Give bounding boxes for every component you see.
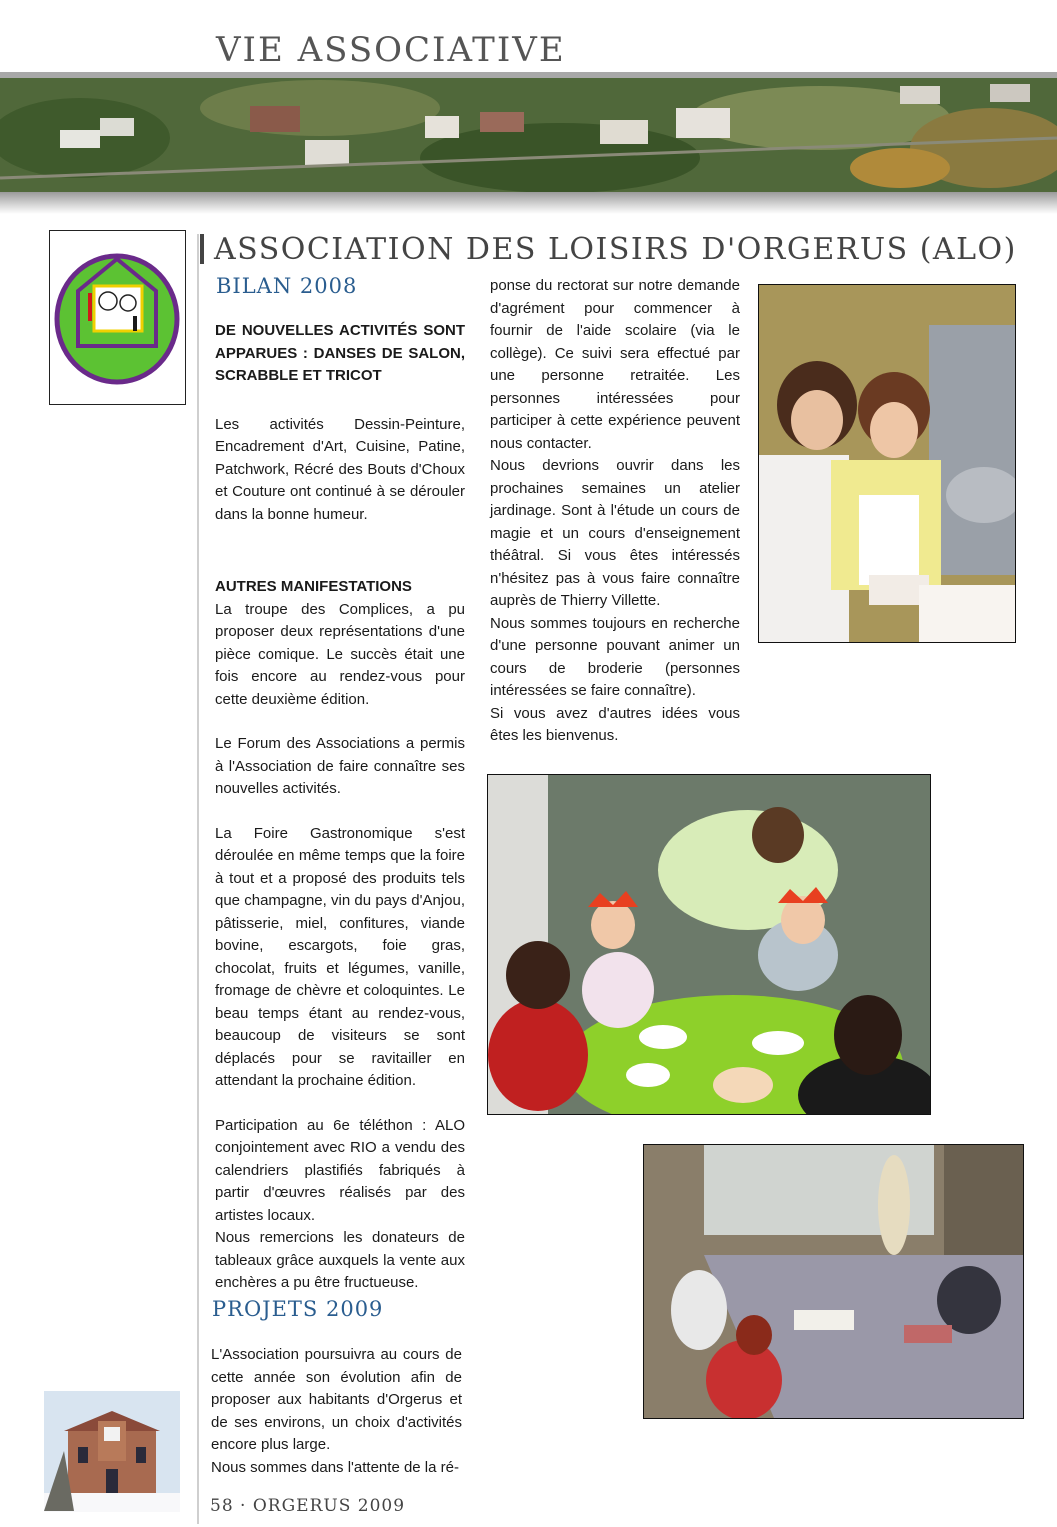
paragraph-complices: La troupe des Complices, a pu proposer deux représentations d'une pièce comique. Le succès était une fois encore au rendez-vous pour cette deuxième édition.: [215, 600, 465, 708]
section-title: VIE ASSOCIATIVE: [216, 30, 566, 70]
cooking-scene-illustration: [759, 285, 1015, 642]
paragraph-broderie: Nous sommes toujours en recherche d'une personne pouvant animer un cours de broderie (personnes intéressées se faire connaître).: [490, 614, 740, 699]
alo-logo-frame: [49, 230, 186, 405]
column-divider: [197, 234, 199, 1524]
left-column: [215, 320, 465, 1295]
alo-logo: [50, 231, 185, 404]
heading-autres-manifestations: AUTRES MANIFESTATIONS: [215, 578, 412, 595]
paragraph-idees: Si vous avez d'autres idées vous êtes les bienvenus.: [490, 704, 740, 744]
title-bar: [200, 234, 204, 264]
paragraph-rectorat: ponse du rectorat sur notre demande d'agrément pour commencer à fournir de l'aide scolaire (via le collège). Ce suivi sera effectué par une personne retraitée. Les personnes intéressées pour participer à cette expérience peuvent nous contacter.: [490, 277, 740, 452]
paragraph-forum: Le Forum des Associations a permis à l'Association de faire connaître ses nouvelles activités.: [215, 735, 465, 797]
paragraph-donateurs: Nous remercions les donateurs de tableaux grâce auxquels la vente aux enchères a pu être fructueuse.: [215, 1229, 465, 1291]
cooking-class-photo: [758, 284, 1016, 643]
paragraph-foire: La Foire Gastronomique s'est déroulée en même temps que la foire à tout et a proposé des produits tels que champagne, vin du pays d'Anjou, pâtisserie, miel, confitures, viande bovine, escargots, foie gras, chocolat, fruits et légumes, vanille, fromage de chèvre et coloquintes. Le beau temps étant au rendez-vous, beaucoup de visiteurs se sont déplacés pour se ravitailler en attendant la prochaine édition.: [215, 824, 465, 1089]
paragraph-telethon: Participation au 6e téléthon : ALO conjointement avec RIO a vendu des calendriers plastifiés fabriqués à partir d'œuvres réalisés par des artistes locaux.: [215, 1116, 465, 1224]
town-hall-illustration: [44, 1391, 180, 1512]
lead-text: DE NOUVELLES ACTIVITÉS SONT APPARUES : DANSES DE SALON, SCRABBLE ET TRICOT: [215, 322, 465, 384]
middle-column: [490, 275, 740, 748]
aerial-village-illustration: [0, 78, 1057, 192]
page-footer: 58 · ORGERUS 2009: [210, 1496, 406, 1516]
paragraph-activities: Les activités Dessin-Peinture, Encadrement d'Art, Cuisine, Patine, Patchwork, Récré des Bouts d'Choux et Couture ont continué à se dérouler dans la bonne humeur.: [215, 415, 465, 523]
paragraph-atelier: Nous devrions ouvrir dans les prochaines semaines un atelier jardinage. Sont à l'étude un cours de magie et un cours d'enseignement théâtral. Si vous êtes intéressés n'hésitez pas à vous faire connaître auprès de Thierry Villette.: [490, 457, 740, 609]
subtitle-bilan-2008: BILAN 2008: [216, 274, 358, 298]
subtitle-projets-2009: PROJETS 2009: [212, 1297, 384, 1321]
children-party-illustration: [488, 775, 930, 1114]
left-column-projets: [211, 1344, 462, 1479]
children-party-photo: [487, 774, 931, 1115]
banner-shadow: [0, 192, 1057, 214]
aerial-banner-image: [0, 78, 1057, 192]
paragraph-projets: L'Association poursuivra au cours de cette année son évolution afin de proposer aux habitants d'Orgerus et de ses environs, un choix d'activités encore plus large.: [211, 1346, 462, 1453]
article-title: ASSOCIATION DES LOISIRS D'ORGERUS (ALO): [214, 232, 1017, 267]
town-hall-photo: [44, 1391, 180, 1512]
paragraph-attente: Nous sommes dans l'attente de la ré-: [211, 1458, 459, 1476]
art-workshop-photo: [643, 1144, 1024, 1419]
art-workshop-illustration: [644, 1145, 1023, 1418]
